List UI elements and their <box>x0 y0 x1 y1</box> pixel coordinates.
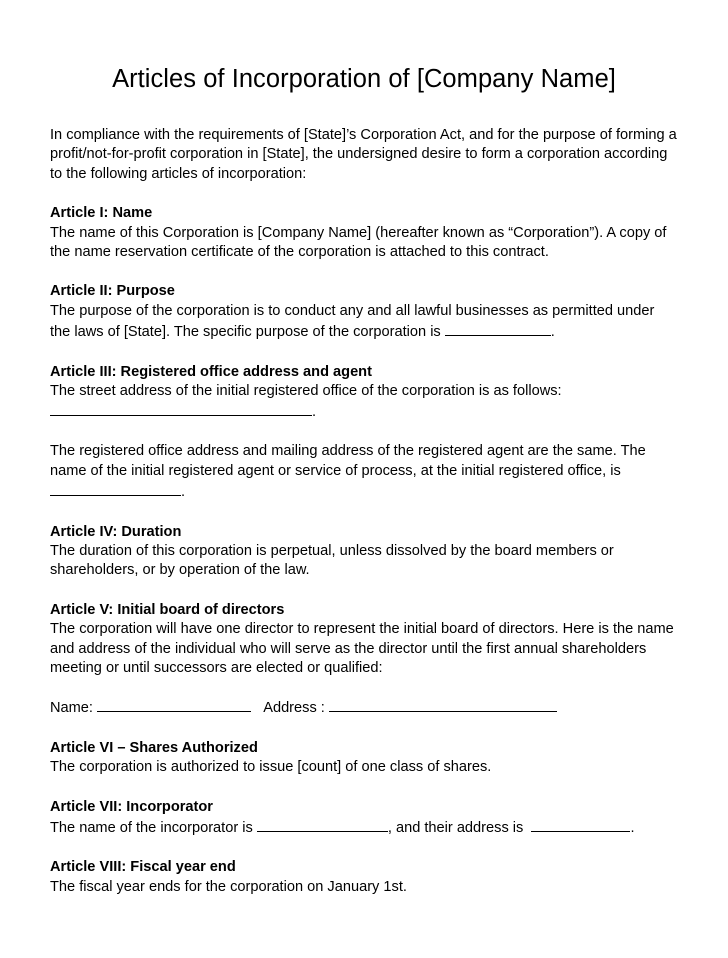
period: . <box>181 484 186 501</box>
office-address-line <box>50 401 678 422</box>
article-heading: Article I: Name <box>50 205 153 222</box>
intro-paragraph: In compliance with the requirements of [State]’s Corporation Act, and for the purpose of forming a profit/not-for-profit corporation in [State], the undersigned desire to form a corporation according to the following articles of incorporation: <box>50 127 677 182</box>
period: . <box>630 820 635 837</box>
article-5 <box>50 601 678 719</box>
article-6 <box>50 739 678 778</box>
article-8 <box>50 858 678 897</box>
article-body: The street address of the initial registered office of the corporation is as follows: <box>50 383 562 400</box>
article-heading: Article VIII: Fiscal year end <box>50 859 236 876</box>
article-body <box>50 817 678 838</box>
article-body: The name of this Corporation is [Company Name] (hereafter known as “Corporation”). A copy of the name reservation certificate of the corporation is attached to this contract. <box>50 224 667 261</box>
incorporator-name-blank <box>257 817 388 832</box>
incorporator-address-blank <box>531 817 630 832</box>
article-body: The duration of this corporation is perpetual, unless dissolved by the board members or shareholders, or by operation of the law. <box>50 543 614 579</box>
article-4 <box>50 523 678 581</box>
article-7 <box>50 798 678 839</box>
agent-name-line <box>50 481 678 502</box>
address-blank <box>329 697 557 712</box>
article-3 <box>50 363 678 503</box>
director-fields <box>50 697 678 718</box>
period: . <box>312 404 317 421</box>
article-1 <box>50 204 678 262</box>
article-body: The corporation is authorized to issue [count] of one class of shares. <box>50 759 492 776</box>
document-title: Articles of Incorporation of [Company Name] <box>112 65 616 93</box>
article-body: The fiscal year ends for the corporation on January 1st. <box>50 878 407 895</box>
article-heading: Article VI – Shares Authorized <box>50 739 258 756</box>
article-body: The corporation will have one director to represent the initial board of directors. Here is the name and address of the individual who will serve as the director until the first annual shareholders meeting or until successors are elected or qualified: <box>50 621 674 677</box>
article-heading: Article IV: Duration <box>50 523 182 540</box>
article-heading: Article II: Purpose <box>50 283 175 300</box>
article-body <box>50 302 678 343</box>
article-2 <box>50 282 678 342</box>
article-body-text: The name of the incorporator is <box>50 820 253 837</box>
address-label: Address : <box>263 700 325 717</box>
article-body-text: , and their address is <box>387 820 524 837</box>
article-heading: Article V: Initial board of directors <box>50 601 285 618</box>
name-label: Name: <box>50 700 93 717</box>
article-body: The registered office address and mailing address of the registered agent are the same. The name of the initial registered agent or service of process, at the initial registered office, is <box>50 443 646 479</box>
agent-name-blank <box>50 481 181 496</box>
article-heading: Article VII: Incorporator <box>50 798 213 815</box>
article-body-text: The purpose of the corporation is to conduct any and all lawful businesses as permitted under the laws of [State]. The specific purpose of the corporation is <box>50 302 655 341</box>
name-blank <box>97 697 251 712</box>
purpose-blank <box>445 321 551 336</box>
period: . <box>550 324 555 341</box>
office-address-blank <box>50 401 312 416</box>
article-heading: Article III: Registered office address and agent <box>50 363 372 380</box>
